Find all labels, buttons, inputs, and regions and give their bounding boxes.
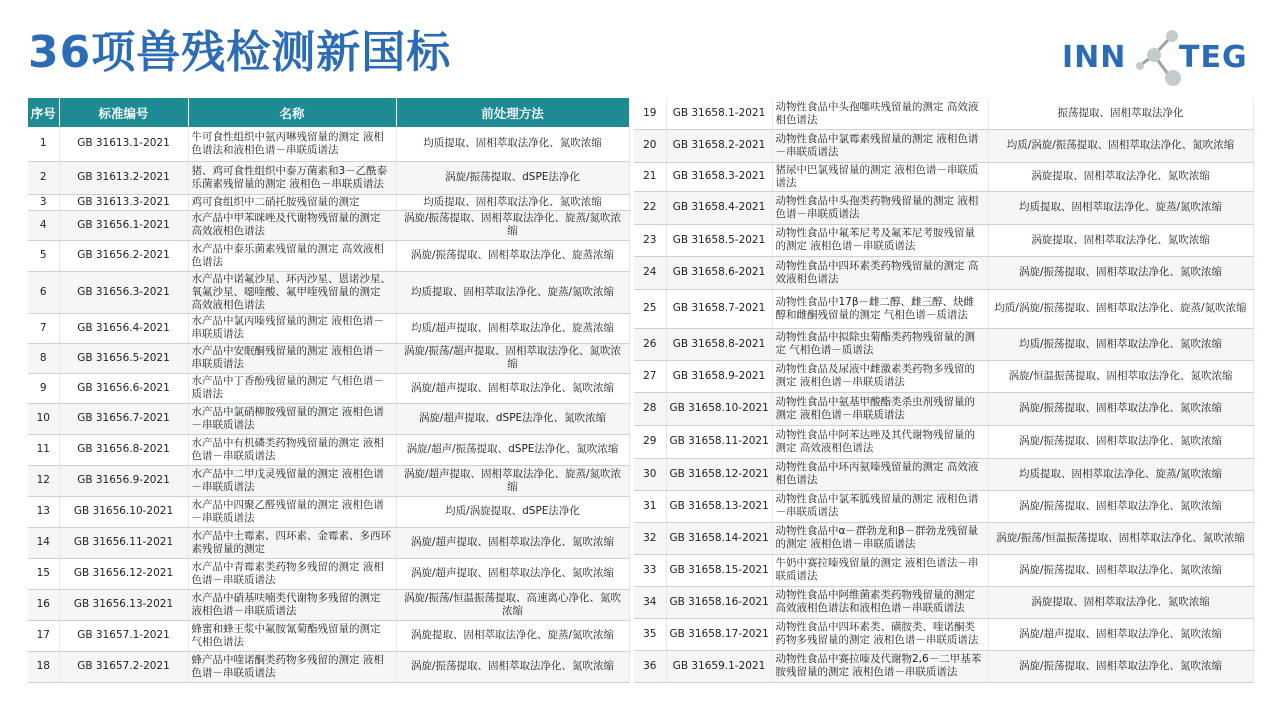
table-row [28,210,629,240]
header-no: 序号 [28,98,59,127]
table-row [28,403,629,434]
table-row [28,465,629,496]
cell-name: 水产品中氯硝柳胺残留量的测定 液相色谱－串联质谱法 [188,403,396,434]
cell-method: 涡旋/振荡提取、dSPE法净化 [396,161,629,194]
cell-no: 2 [28,161,59,194]
cell-code: GB 31658.7-2021 [666,289,772,328]
cell-method: 均质/涡旋提取、dSPE法净化 [396,496,629,527]
cell-method: 涡旋提取、固相萃取法净化、氮吹浓缩 [988,586,1253,618]
cell-name: 水产品中泰乐菌素残留量的测定 高效液相色谱法 [188,240,396,271]
cell-name: 水产品中甲苯咪唑及代谢物残留量的测定 高效液相色谱法 [188,210,396,240]
cell-code: GB 31658.14-2021 [666,522,772,554]
cell-code: GB 31658.13-2021 [666,490,772,522]
table-row [28,271,629,313]
logo-text-left: INN [1062,40,1127,75]
cell-code: GB 31658.5-2021 [666,224,772,256]
cell-code: GB 31658.2-2021 [666,129,772,162]
cell-no: 4 [28,210,59,240]
header-name: 名称 [188,98,396,127]
cell-code: GB 31613.1-2021 [59,127,188,161]
cell-no: 22 [634,191,666,224]
table-row [634,99,1253,129]
cell-method: 均质提取、固相萃取法净化、旋蒸/氮吹浓缩 [988,458,1253,490]
cell-no: 9 [28,373,59,403]
table-row [28,194,629,210]
cell-method: 涡旋/恒温振荡提取、固相萃取法净化、氮吹浓缩 [988,360,1253,392]
table-header-row [28,98,629,127]
cell-code: GB 31656.11-2021 [59,527,188,558]
cell-name: 动物性食品中头孢类药物残留量的测定 液相色谱－串联质谱法 [772,191,988,224]
cell-code: GB 31656.9-2021 [59,465,188,496]
logo-text-right: TEG [1179,40,1248,75]
header-method: 前处理方法 [396,98,629,127]
table-row [634,360,1253,392]
cell-name: 动物性食品中氟苯尼考及氟苯尼考胺残留量的测定 液相色谱－串联质谱法 [772,224,988,256]
cell-code: GB 31656.5-2021 [59,343,188,373]
cell-no: 19 [634,99,666,129]
cell-no: 24 [634,256,666,289]
cell-method: 涡旋/振荡提取、固相萃取法净化、氮吹浓缩 [988,425,1253,458]
cell-no: 36 [634,650,666,682]
cell-name: 猪、鸡可食性组织中泰万菌素和3－乙酰泰乐菌素残留量的测定 液相色－串联质谱法 [188,161,396,194]
table-row [634,162,1253,191]
cell-code: GB 31658.4-2021 [666,191,772,224]
table-row [28,343,629,373]
cell-method: 涡旋提取、固相萃取法净化、氮吹浓缩 [988,224,1253,256]
cell-no: 14 [28,527,59,558]
cell-no: 21 [634,162,666,191]
cell-no: 17 [28,620,59,651]
cell-name: 动物性食品中α－群勃龙和β－群勃龙残留量的测定 液相色谱－串联质谱法 [772,522,988,554]
cell-code: GB 31657.2-2021 [59,651,188,682]
table-row [28,240,629,271]
cell-no: 8 [28,343,59,373]
cell-no: 27 [634,360,666,392]
cell-name: 动物性食品中赛拉嗪及代谢物2,6－二甲基苯胺残留量的测定 液相色谱－串联质谱法 [772,650,988,682]
table-row [28,313,629,343]
table-row [28,373,629,403]
cell-no: 29 [634,425,666,458]
cell-no: 10 [28,403,59,434]
cell-method: 涡旋/超声提取、固相萃取法净化、氮吹浓缩 [396,373,629,403]
cell-no: 35 [634,618,666,650]
table-row [634,650,1253,682]
cell-name: 水产品中土霉素、四环素、金霉素、多西环素残留量的测定 [188,527,396,558]
table-row [634,490,1253,522]
cell-no: 11 [28,434,59,465]
table-row [634,392,1253,425]
cell-no: 16 [28,589,59,620]
cell-name: 蜂蜜和蜂王浆中氟胺氰菊酯残留量的测定 气相色谱法 [188,620,396,651]
cell-method: 涡旋提取、固相萃取法净化、氮吹浓缩 [988,162,1253,191]
cell-no: 23 [634,224,666,256]
table-body-right [634,99,1253,682]
cell-name: 鸡可食组织中二硝托胺残留量的测定 [188,194,396,210]
standards-table-right [634,99,1254,683]
cell-method: 均质提取、固相萃取法净化、氮吹浓缩 [396,194,629,210]
cell-no: 20 [634,129,666,162]
cell-no: 1 [28,127,59,161]
cell-method: 涡旋/超声提取、固相萃取法净化、氮吹浓缩 [988,618,1253,650]
cell-code: GB 31613.2-2021 [59,161,188,194]
cell-code: GB 31656.4-2021 [59,313,188,343]
cell-method: 涡旋/振荡提取、固相萃取法净化、氮吹浓缩 [988,650,1253,682]
cell-code: GB 31657.1-2021 [59,620,188,651]
cell-code: GB 31658.8-2021 [666,328,772,360]
cell-no: 33 [634,554,666,586]
cell-code: GB 31658.11-2021 [666,425,772,458]
cell-no: 25 [634,289,666,328]
table-row [634,129,1253,162]
cell-method: 涡旋提取、固相萃取法净化、旋蒸/氮吹浓缩 [396,620,629,651]
table-row [634,191,1253,224]
cell-name: 水产品中二甲戊灵残留量的测定 液相色谱－串联质谱法 [188,465,396,496]
cell-method: 涡旋/超声提取、固相萃取法净化、氮吹浓缩 [396,527,629,558]
cell-method: 均质提取、固相萃取法净化、旋蒸/氮吹浓缩 [396,271,629,313]
cell-method: 均质提取、固相萃取法净化、旋蒸/氮吹浓缩 [988,191,1253,224]
table-row [28,161,629,194]
cell-method: 均质/涡旋/振荡提取、固相萃取法净化、旋蒸/氮吹浓缩 [988,289,1253,328]
cell-method: 涡旋/振荡/恒温振荡提取、固相萃取法净化、氮吹浓缩 [988,522,1253,554]
cell-no: 31 [634,490,666,522]
cell-name: 水产品中有机磷类药物残留量的测定 液相色谱－串联质谱法 [188,434,396,465]
cell-name: 动物性食品中阿维菌素类药物残留量的测定 高效液相色谱法和液相色谱－串联质谱法 [772,586,988,618]
table-row [28,651,629,682]
cell-name: 牛可食性组织中氨丙啉残留量的测定 液相色谱法和液相色谱－串联质谱法 [188,127,396,161]
cell-name: 水产品中青霉素类药物多残留的测定 液相色谱－串联质谱法 [188,558,396,589]
cell-code: GB 31656.7-2021 [59,403,188,434]
page-title: 36项兽残检测新国标 [28,27,452,78]
cell-code: GB 31659.1-2021 [666,650,772,682]
cell-code: GB 31656.1-2021 [59,210,188,240]
cell-method: 涡旋/振荡提取、固相萃取法净化、旋蒸浓缩 [396,240,629,271]
cell-code: GB 31658.9-2021 [666,360,772,392]
cell-no: 30 [634,458,666,490]
cell-no: 13 [28,496,59,527]
cell-name: 动物性食品中17β－雌二醇、雌三醇、炔雌醇和雌酮残留量的测定 气相色谱－质谱法 [772,289,988,328]
cell-name: 牛奶中赛拉嗪残留量的测定 液相色谱法－串联质谱法 [772,554,988,586]
cell-method: 均质提取、固相萃取法净化、氮吹浓缩 [396,127,629,161]
cell-code: GB 31658.3-2021 [666,162,772,191]
cell-method: 涡旋/振荡提取、固相萃取法净化、氮吹浓缩 [988,490,1253,522]
table-row [634,586,1253,618]
table-row [634,554,1253,586]
cell-method: 涡旋/振荡提取、固相萃取法净化、氮吹浓缩 [396,651,629,682]
cell-name: 动物性食品中氨基甲酸酯类杀虫剂残留量的测定 液相色谱－串联质谱法 [772,392,988,425]
cell-method: 涡旋/超声/振荡提取、dSPE法净化、氮吹浓缩 [396,434,629,465]
cell-name: 水产品中丁香酚残留量的测定 气相色谱－质谱法 [188,373,396,403]
cell-code: GB 31656.13-2021 [59,589,188,620]
cell-name: 动物性食品中头孢噻呋残留量的测定 高效液相色谱法 [772,99,988,129]
table-row [634,425,1253,458]
cell-name: 水产品中安眠酮残留量的测定 液相色谱－串联质谱法 [188,343,396,373]
cell-code: GB 31656.10-2021 [59,496,188,527]
cell-name: 动物性食品中拟除虫菊酯类药物残留量的测定 气相色谱－质谱法 [772,328,988,360]
cell-method: 涡旋/振荡提取、固相萃取法净化、氮吹浓缩 [988,554,1253,586]
cell-code: GB 31656.12-2021 [59,558,188,589]
cell-name: 动物性食品中四环素类、磺胺类、喹诺酮类药物多残留量的测定 液相色谱－串联质谱法 [772,618,988,650]
table-row [634,256,1253,289]
cell-method: 振荡提取、固相萃取法净化 [988,99,1253,129]
table-row [634,224,1253,256]
table-row [634,328,1253,360]
cell-code: GB 31656.3-2021 [59,271,188,313]
table-row [28,527,629,558]
cell-no: 5 [28,240,59,271]
cell-code: GB 31658.17-2021 [666,618,772,650]
cell-name: 猪尿中巴氯残留量的测定 液相色谱－串联质谱法 [772,162,988,191]
cell-name: 动物性食品中氯苯胍残留量的测定 液相色谱－串联质谱法 [772,490,988,522]
cell-name: 动物性食品及尿液中雌激素类药物多残留的测定 液相色谱－串联质谱法 [772,360,988,392]
company-logo [1062,22,1258,92]
cell-code: GB 31658.12-2021 [666,458,772,490]
cell-name: 水产品中氯丙嗪残留量的测定 液相色谱－串联质谱法 [188,313,396,343]
table-row [28,589,629,620]
cell-code: GB 31658.15-2021 [666,554,772,586]
cell-no: 7 [28,313,59,343]
cell-method: 涡旋/超声提取、dSPE法净化、氮吹浓缩 [396,403,629,434]
cell-no: 34 [634,586,666,618]
cell-method: 涡旋/振荡提取、固相萃取法净化、旋蒸/氮吹浓缩 [396,210,629,240]
table-row [28,127,629,161]
cell-no: 32 [634,522,666,554]
cell-no: 6 [28,271,59,313]
table-row [28,434,629,465]
header-code: 标准编号 [59,98,188,127]
cell-name: 动物性食品中阿苯达唑及其代谢物残留量的测定 高效液相色谱法 [772,425,988,458]
cell-no: 18 [28,651,59,682]
cell-name: 动物性食品中环丙氨嗪残留量的测定 高效液相色谱法 [772,458,988,490]
cell-code: GB 31658.16-2021 [666,586,772,618]
table-row [28,558,629,589]
cell-name: 动物性食品中氯霉素残留量的测定 液相色谱－串联质谱法 [772,129,988,162]
cell-method: 涡旋/超声提取、固相萃取法净化、氮吹浓缩 [396,558,629,589]
cell-code: GB 31656.8-2021 [59,434,188,465]
table-body-left [28,127,629,682]
table-row [28,620,629,651]
cell-no: 12 [28,465,59,496]
table-row [28,496,629,527]
cell-code: GB 31656.6-2021 [59,373,188,403]
cell-no: 3 [28,194,59,210]
cell-method: 涡旋/振荡/恒温振荡提取、高速离心净化、氮吹浓缩 [396,589,629,620]
cell-no: 15 [28,558,59,589]
cell-name: 动物性食品中四环素类药物残留量的测定 高效液相色谱法 [772,256,988,289]
cell-code: GB 31658.6-2021 [666,256,772,289]
cell-name: 水产品中诺氟沙星、环丙沙星、恩诺沙星、氧氟沙星、噁喹酸、氟甲喹残留量的测定 高效液相色谱法 [188,271,396,313]
table-row [634,458,1253,490]
cell-method: 涡旋/振荡/超声提取、固相萃取法净化、氮吹浓缩 [396,343,629,373]
cell-code: GB 31613.3-2021 [59,194,188,210]
table-row [634,289,1253,328]
cell-code: GB 31658.1-2021 [666,99,772,129]
cell-method: 涡旋/超声提取、固相萃取法净化、旋蒸/氮吹浓缩 [396,465,629,496]
cell-code: GB 31656.2-2021 [59,240,188,271]
cell-method: 涡旋/振荡提取、固相萃取法净化、氮吹浓缩 [988,392,1253,425]
cell-code: GB 31658.10-2021 [666,392,772,425]
cell-method: 均质/涡旋/振荡提取、固相萃取法净化、氮吹浓缩 [988,129,1253,162]
cell-name: 水产品中四聚乙醛残留量的测定 液相色谱－串联质谱法 [188,496,396,527]
cell-name: 蜂产品中喹诺酮类药物多残留的测定 液相色谱－串联质谱法 [188,651,396,682]
cell-no: 26 [634,328,666,360]
standards-table-left [28,98,630,683]
table-row [634,618,1253,650]
cell-name: 水产品中硝基呋喃类代谢物多残留的测定 液相色谱－串联质谱法 [188,589,396,620]
cell-method: 均质/振荡提取、固相萃取法净化、氮吹浓缩 [988,328,1253,360]
cell-no: 28 [634,392,666,425]
cell-method: 均质/超声提取、固相萃取法净化、旋蒸浓缩 [396,313,629,343]
table-row [634,522,1253,554]
cell-method: 涡旋/振荡提取、固相萃取法净化、氮吹浓缩 [988,256,1253,289]
